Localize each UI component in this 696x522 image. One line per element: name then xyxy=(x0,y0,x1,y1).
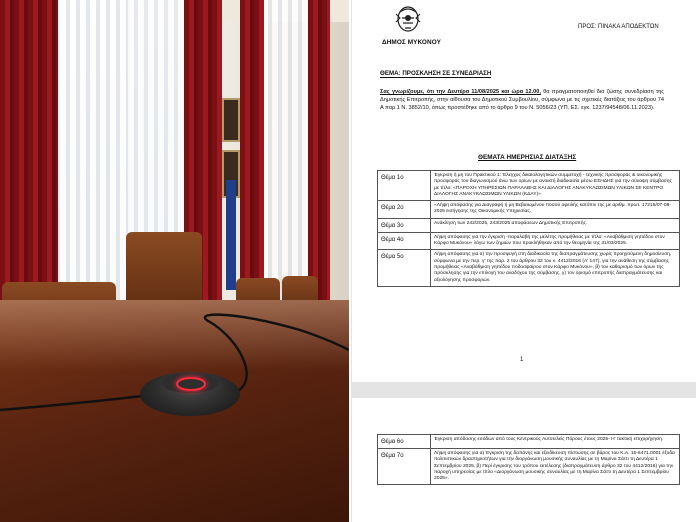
agenda-item-text: Λήψη απόφασης για την έγκριση -παραλαβή της μελέτης προμήθειας με τίτλο: «Αναβάθμιση γηπέδου στον Κάρφο Μυκόνου» λόγω των ζημιών που προκλήθηκαν από την θεομηνία της 31/03/2025. xyxy=(431,232,680,250)
agenda-row xyxy=(378,218,680,232)
agenda-row xyxy=(378,171,680,201)
agenda-item-text: «Λήψη απόφασης για Διαγραφή ή μη Βεβαιωμένου ποσού οφειλής κατόπιν της με αριθμ. πρωτ. 17215/07-08-2025 εισήγησης της Οικονομικής Υπηρεσίας. xyxy=(431,201,680,219)
agenda-row xyxy=(378,449,680,485)
agenda-item-number: Θέμα 4ο xyxy=(378,232,431,250)
subject-line xyxy=(380,70,491,77)
agenda-item-text: Λήψη απόφασης για α) την προσφυγή στη διαδικασία της διαπραγμάτευσης χωρίς προηγούμενη δημοσίευση, σύμφωνα με την περ. γ' της παρ. 2 του άρθρου 32 του ν. 4412/2016 (Α' 147), για την ανάθεση της σύμβασης προμήθειας «Αναβάθμιση γηπέδου ποδοσφαίρου στον Κάρφο Μυκόνου», β) τον καθορισμό των όρων της πρόσκλησης για την επιλογή του αναδόχου της σύμβασης, γ) τον ορισμό επιτροπής διαπραγμάτευσης και αξιολόγησης προσφορών. xyxy=(431,250,680,286)
agenda-item-text: Έγκριση απόδοσης εσόδων από τους Κεντρικούς Αυτοτελείς Πόρους έτους 2025- Η' τακτική επιχορήγηση. xyxy=(431,435,680,449)
agenda-row xyxy=(378,250,680,286)
agenda-item-number: Θέμα 2ο xyxy=(378,201,431,219)
agenda-item-text: Ανάκληση των 242/2025, 243/2025 αποφάσεων Δημοτικής Επιτροπής. xyxy=(431,218,680,232)
agenda-row xyxy=(378,435,680,449)
agenda-title: ΘΕΜΑΤΑ ΗΜΕΡΗΣΙΑΣ ΔΙΑΤΑΞΗΣ xyxy=(478,154,577,161)
agenda-item-number: Θέμα 3ο xyxy=(378,218,431,232)
subject-text: ΘΕΜΑ: ΠΡΟΣΚΛΗΣΗ ΣΕ ΣΥΝΕΔΡΙΑΣΗ xyxy=(380,70,492,77)
agenda-row xyxy=(378,201,680,219)
page-number: 1 xyxy=(520,357,524,363)
municipality-crest-icon xyxy=(392,4,424,34)
agenda-item-number: Θέμα 6ο xyxy=(378,435,431,449)
agenda-item-number: Θέμα 5ο xyxy=(378,250,431,286)
intro-body: θα πραγματοποιηθεί δια ζώσης συνεδρίαση της Δημοτικής Επιτροπής, στην αίθουσα του Δημοτικού Συμβουλίου, σύμφωνα με τις σχετικές διατάξεις του άρθρου 74 Α παρ.1 Ν. 3852/10, όπως προστέθηκε από το άρθρο 9 του Ν. 5056/23 (ΥΠ. ΕΣ. εγκ. 1237/94548/06.11.2023). xyxy=(380,89,665,111)
municipality-name: ΔΗΜΟΣ ΜΥΚΟΝΟΥ xyxy=(382,39,441,46)
agenda-table-page-2 xyxy=(377,434,680,485)
intro-paragraph xyxy=(380,89,664,113)
agenda-table-page-1 xyxy=(377,170,680,287)
microphone-led-ring xyxy=(176,377,206,391)
recipient-line: ΠΡΟΣ: ΠΙΝΑΚΑ ΑΠΟΔΕΚΤΩΝ xyxy=(578,24,659,30)
agenda-item-number: Θέμα 7ο xyxy=(378,449,431,485)
agenda-row xyxy=(378,232,680,250)
agenda-item-text: Έγκριση ή μη του Πρακτικού 1: Έλεγχος δικαιολογητικών συμμετοχή - τεχνικής προσφοράς & οικονομικής προσφοράς του διαγωνισμού άνω των ορίων με ανοικτή διαδικασία μέσω ΕΣΗΔΗΣ για την σύναψη σύμβασης με τίτλο: «ΠΑΡΟΧΗ ΥΠΗΡΕΣΙΩΝ ΠΑΡΑΛΑΒΗΣ ΚΑΙ ΔΙΑΛΟΓΗΣ ΑΝΑΚΥΚΛΩΣΙΜΩΝ ΥΛΙΚΩΝ ΣΕ ΚΕΝΤΡΟ ΔΙΑΛΟΓΗΣ ΑΝΑΚΥΚΛΩΣΙΜΩΝ ΥΛΙΚΩΝ (ΚΔΑΥ)» xyxy=(431,171,680,201)
meeting-date-time: Σας γνωρίζουμε, ότι την Δευτέρα 11/08/2025 και ώρα 12.00, xyxy=(380,89,541,95)
agenda-item-text: Λήψη απόφασης για α) Έγκριση της δαπάνης και εξειδίκευση πίστωσης σε βάρος του Κ.Α. 15-6471.0001 έξοδα πολιτιστικών δραστηριοτήτων για την διοργάνωση μουσικής συναυλίας με τη Μαρίνα Σάττι τη Δευτέρα 1 Σεπτεμβρίου 2025, β) Περί έγκρισης του τρόπου εκτέλεσης (διαπραγμάτευση άρθρο 32 του 4412/2016) για την παροχή υπηρεσίας με τίτλο «Διοργάνωση μουσικής συναυλίας με τη Μαρίνα Σάττι τη Δευτέρα 1 Σεπτεμβρίου 2025». xyxy=(431,449,680,485)
agenda-item-number: Θέμα 1ο xyxy=(378,171,431,201)
